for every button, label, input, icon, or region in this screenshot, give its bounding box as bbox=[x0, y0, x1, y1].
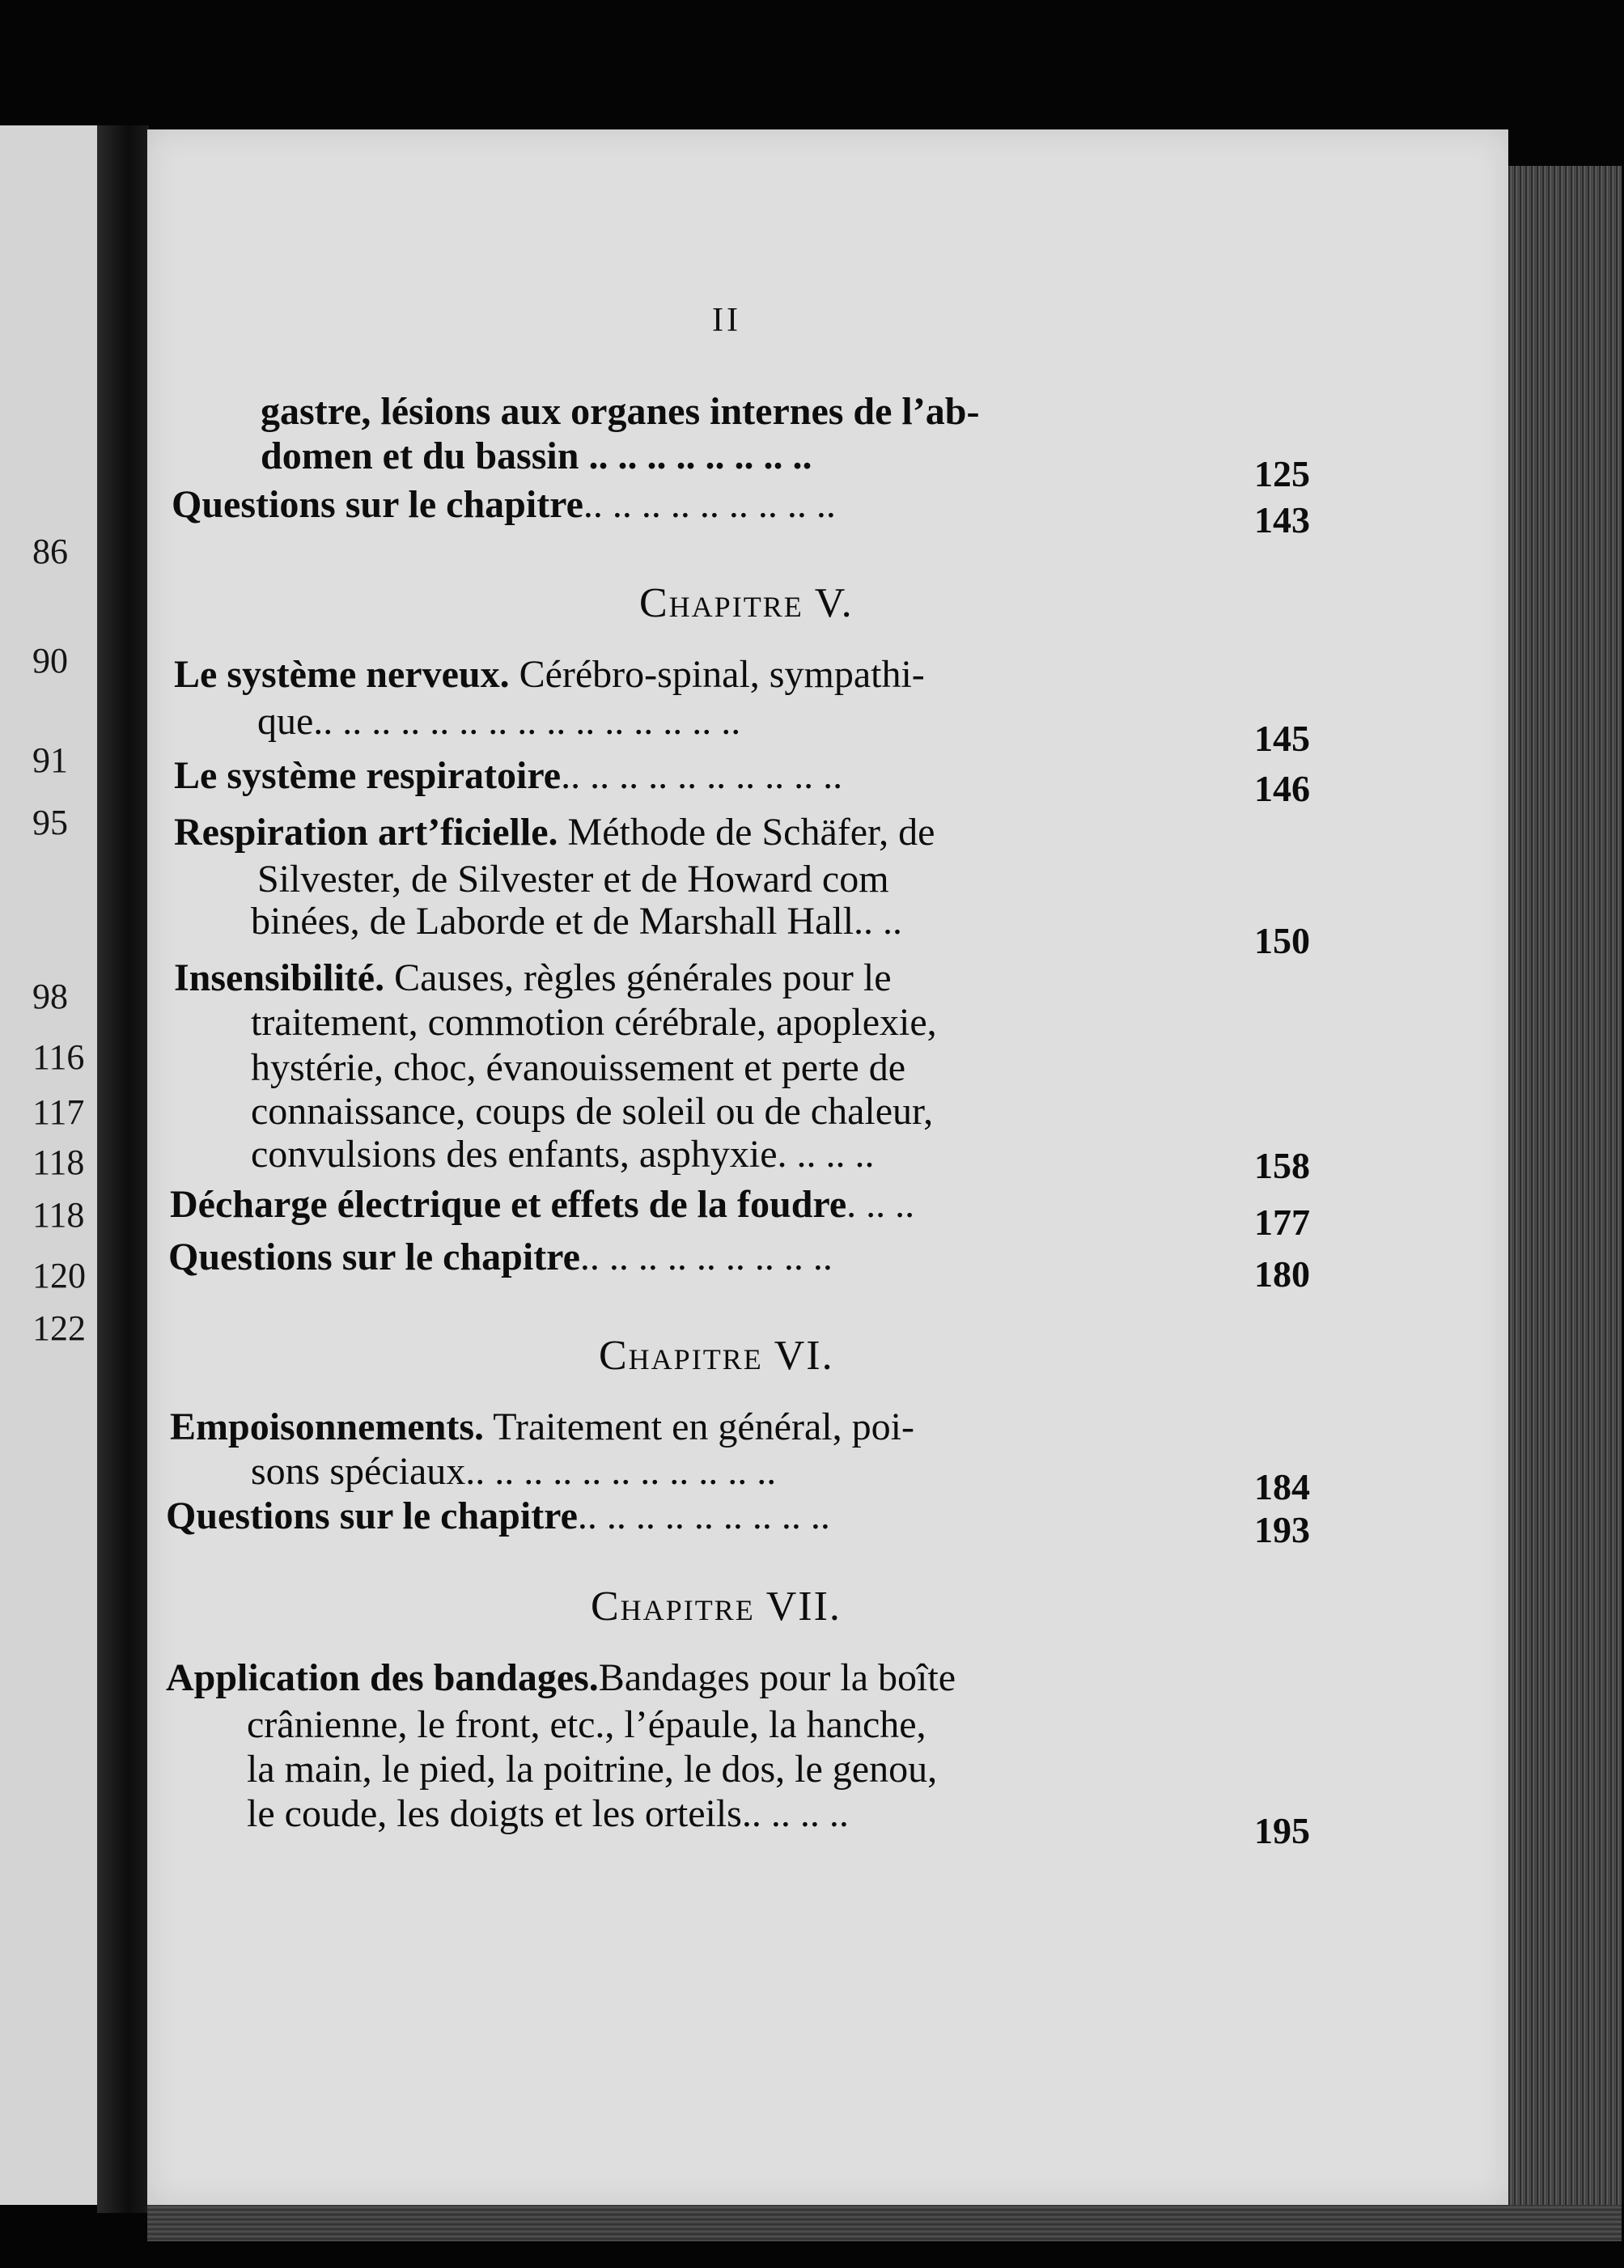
toc-entry bbox=[168, 1238, 833, 1277]
toc-page-ref: 195 bbox=[1254, 1810, 1310, 1851]
toc-entry bbox=[172, 485, 836, 524]
toc-page-ref: 193 bbox=[1254, 1509, 1310, 1550]
toc-entry bbox=[174, 956, 892, 999]
toc-page-ref: 184 bbox=[1254, 1466, 1310, 1507]
left-page-number: 122 bbox=[32, 1308, 86, 1348]
toc-page-ref: 143 bbox=[1254, 499, 1310, 541]
left-page-number: 90 bbox=[32, 641, 68, 680]
left-page-number: 120 bbox=[32, 1256, 86, 1295]
toc-page-ref: 145 bbox=[1254, 718, 1310, 759]
toc-entry-text: Bandages pour la boîte bbox=[598, 1656, 956, 1699]
toc-page-ref: 125 bbox=[1254, 453, 1310, 494]
left-page-number: 116 bbox=[32, 1037, 85, 1077]
left-page-number: 86 bbox=[32, 532, 68, 571]
chapter-heading bbox=[639, 580, 854, 626]
toc-page-ref: 150 bbox=[1254, 920, 1310, 961]
toc-entry-title: Empoisonnements. bbox=[170, 1405, 485, 1448]
left-page-number: 118 bbox=[32, 1142, 85, 1182]
toc-entry-title: Décharge électrique et effets de la foudre bbox=[170, 1183, 847, 1226]
toc-entry-title: Application des bandages. bbox=[166, 1656, 599, 1699]
left-page-number: 95 bbox=[32, 803, 68, 842]
toc-line: sons spéciaux.. .. .. .. .. .. .. .. .. .. .. bbox=[251, 1450, 777, 1493]
toc-page-ref: 177 bbox=[1254, 1202, 1310, 1243]
toc-entry bbox=[170, 1405, 914, 1448]
toc-entry bbox=[174, 754, 843, 797]
chapter-word: Chapitre bbox=[591, 1583, 755, 1630]
toc-line: domen et du bassin .. .. .. .. .. .. .. .. bbox=[261, 435, 812, 477]
toc-page-ref: 180 bbox=[1254, 1253, 1310, 1295]
toc-line: convulsions des enfants, asphyxie. .. .. .. bbox=[251, 1133, 875, 1176]
toc-page-ref: 146 bbox=[1254, 768, 1310, 809]
toc-entry-text: Méthode de Schäfer, de bbox=[558, 811, 935, 854]
toc-line: traitement, commotion cérébrale, apoplexie, bbox=[251, 1001, 937, 1044]
chapter-number: VI. bbox=[774, 1333, 834, 1379]
bottom-page-edges bbox=[147, 2205, 1622, 2241]
toc-entry bbox=[166, 1494, 830, 1537]
toc-entry-title: Le système nerveux. bbox=[174, 653, 510, 696]
toc-line: que.. .. .. .. .. .. .. .. .. .. .. .. .. .. .. bbox=[257, 700, 741, 743]
toc-line: crânienne, le front, etc., l’épaule, la hanche, bbox=[247, 1703, 926, 1746]
toc-entry-title: Questions sur le chapitre bbox=[172, 483, 583, 526]
toc-entry bbox=[166, 1656, 956, 1699]
toc-line: gastre, lésions aux organes internes de l’ab- bbox=[261, 390, 980, 433]
toc-leader-dots: .. .. .. .. .. .. .. .. .. bbox=[579, 1236, 833, 1278]
toc-leader-dots: . .. .. bbox=[846, 1183, 915, 1226]
toc-line: Silvester, de Silvester et de Howard com bbox=[257, 858, 889, 901]
toc-line: le coude, les doigts et les orteils.. .. .. .. bbox=[247, 1792, 849, 1835]
toc-leader-dots: .. .. .. .. .. .. .. .. .. bbox=[583, 483, 836, 526]
toc-entry-title: Le système respiratoire bbox=[174, 754, 562, 797]
toc-entry-title: Questions sur le chapitre bbox=[168, 1236, 580, 1278]
chapter-heading bbox=[599, 1335, 834, 1377]
page-number: II bbox=[712, 302, 741, 339]
toc-entry bbox=[174, 655, 925, 694]
toc-entry bbox=[170, 1185, 914, 1224]
toc-line: la main, le pied, la poitrine, le dos, le genou, bbox=[247, 1748, 938, 1791]
left-page-number: 91 bbox=[32, 740, 68, 780]
chapter-number: VII. bbox=[765, 1583, 842, 1630]
toc-leader-dots: .. .. .. .. .. .. .. .. .. .. bbox=[561, 754, 843, 797]
toc-line: hystérie, choc, évanouissement et perte de bbox=[251, 1046, 906, 1089]
toc-entry-text: Causes, règles générales pour le bbox=[384, 956, 892, 999]
book-gutter bbox=[97, 125, 149, 2213]
toc-entry-title: Respiration art’ficielle. bbox=[174, 811, 558, 854]
toc-leader-dots: .. .. .. .. .. .. .. .. .. bbox=[577, 1494, 830, 1537]
toc-entry-title: Insensibilité. bbox=[174, 956, 385, 999]
chapter-word: Chapitre bbox=[639, 580, 804, 626]
chapter-heading bbox=[591, 1583, 842, 1630]
left-page-number: 98 bbox=[32, 977, 68, 1016]
left-page-number: 117 bbox=[32, 1092, 85, 1132]
toc-line: binées, de Laborde et de Marshall Hall.. .. bbox=[251, 900, 903, 943]
chapter-word: Chapitre bbox=[599, 1333, 763, 1379]
left-page-number: 118 bbox=[32, 1195, 85, 1235]
toc-entry-text: Traitement en général, poi- bbox=[484, 1405, 914, 1448]
chapter-number: V. bbox=[814, 580, 854, 626]
toc-page-ref: 158 bbox=[1254, 1145, 1310, 1186]
toc-entry bbox=[174, 813, 935, 852]
toc-line: connaissance, coups de soleil ou de chaleur, bbox=[251, 1090, 934, 1133]
toc-entry-title: Questions sur le chapitre bbox=[166, 1494, 578, 1537]
toc-entry-text: Cérébro-spinal, sympathi- bbox=[509, 653, 925, 696]
page-edges bbox=[1508, 166, 1622, 2241]
